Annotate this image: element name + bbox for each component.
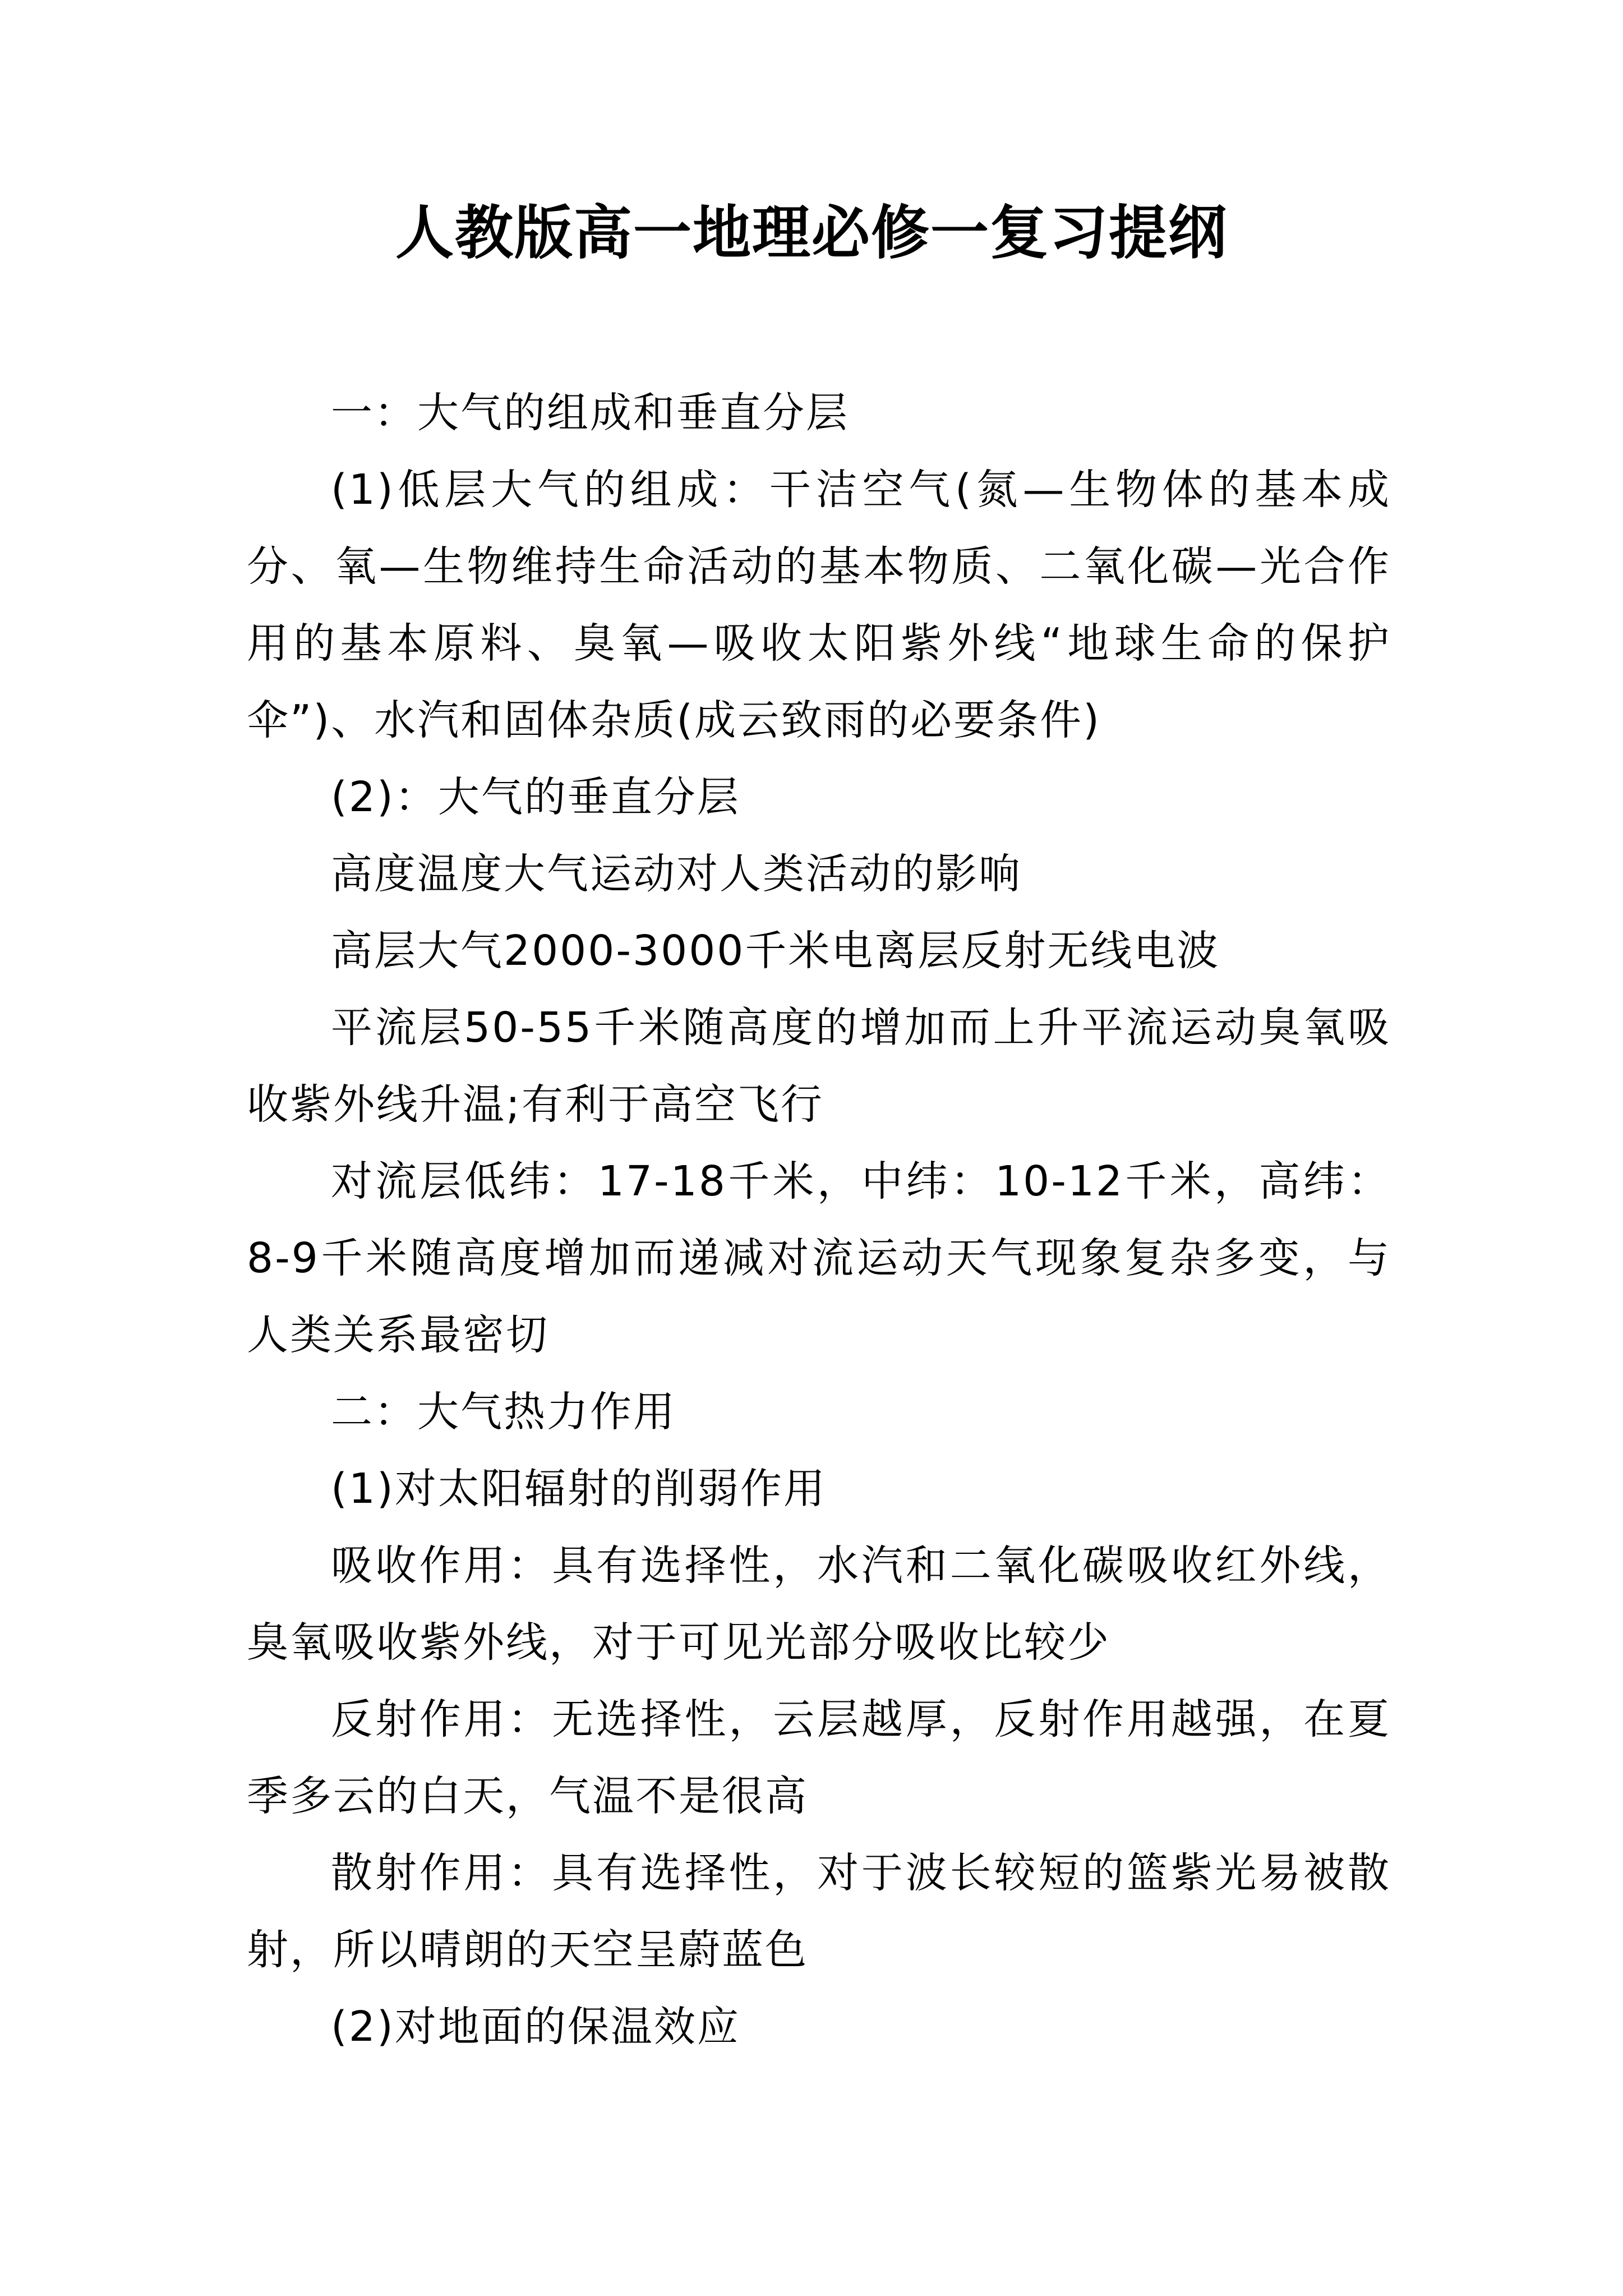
document-body bbox=[247, 375, 1391, 2065]
section-heading: 一：大气的组成和垂直分层 bbox=[331, 389, 849, 437]
body-paragraph: 高度温度大气运动对人类活动的影响 bbox=[331, 850, 1022, 898]
section-heading: 二：大气热力作用 bbox=[331, 1388, 676, 1436]
subsection-heading: (1)对太阳辐射的削弱作用 bbox=[331, 1465, 827, 1513]
subsection-heading: (2)对地面的保温效应 bbox=[331, 2003, 740, 2051]
document-title: 人教版高一地理必修一复习提纲 bbox=[395, 198, 1228, 267]
subsection-heading: (2)：大气的垂直分层 bbox=[331, 773, 740, 821]
body-paragraph: 散射作用：具有选择性，对于波长较短的篮紫光易被散射，所以晴朗的天空呈蔚蓝色 bbox=[247, 1849, 1391, 1974]
body-paragraph: 反射作用：无选择性，云层越厚，反射作用越强，在夏季多云的白天，气温不是很高 bbox=[247, 1695, 1391, 1820]
body-paragraph: 高层大气2000-3000千米电离层反射无线电波 bbox=[331, 927, 1220, 975]
body-paragraph: 对流层低纬：17-18千米，中纬：10-12千米，高纬：8-9千米随高度增加而递减对流运动天气现象复杂多变，与人类关系最密切 bbox=[247, 1157, 1391, 1359]
body-paragraph: 吸收作用：具有选择性，水汽和二氧化碳吸收红外线，臭氧吸收紫外线，对于可见光部分吸收比较少 bbox=[247, 1542, 1391, 1667]
body-paragraph: (1)低层大气的组成：干洁空气(氮—生物体的基本成分、氧—生物维持生命活动的基本物质、二氧化碳—光合作用的基本原料、臭氧—吸收太阳紫外线“地球生命的保护伞”)、水汽和固体杂质(成云致雨的必要条件) bbox=[247, 466, 1391, 744]
body-paragraph: 平流层50-55千米随高度的增加而上升平流运动臭氧吸收紫外线升温;有利于高空飞行 bbox=[247, 1004, 1391, 1129]
